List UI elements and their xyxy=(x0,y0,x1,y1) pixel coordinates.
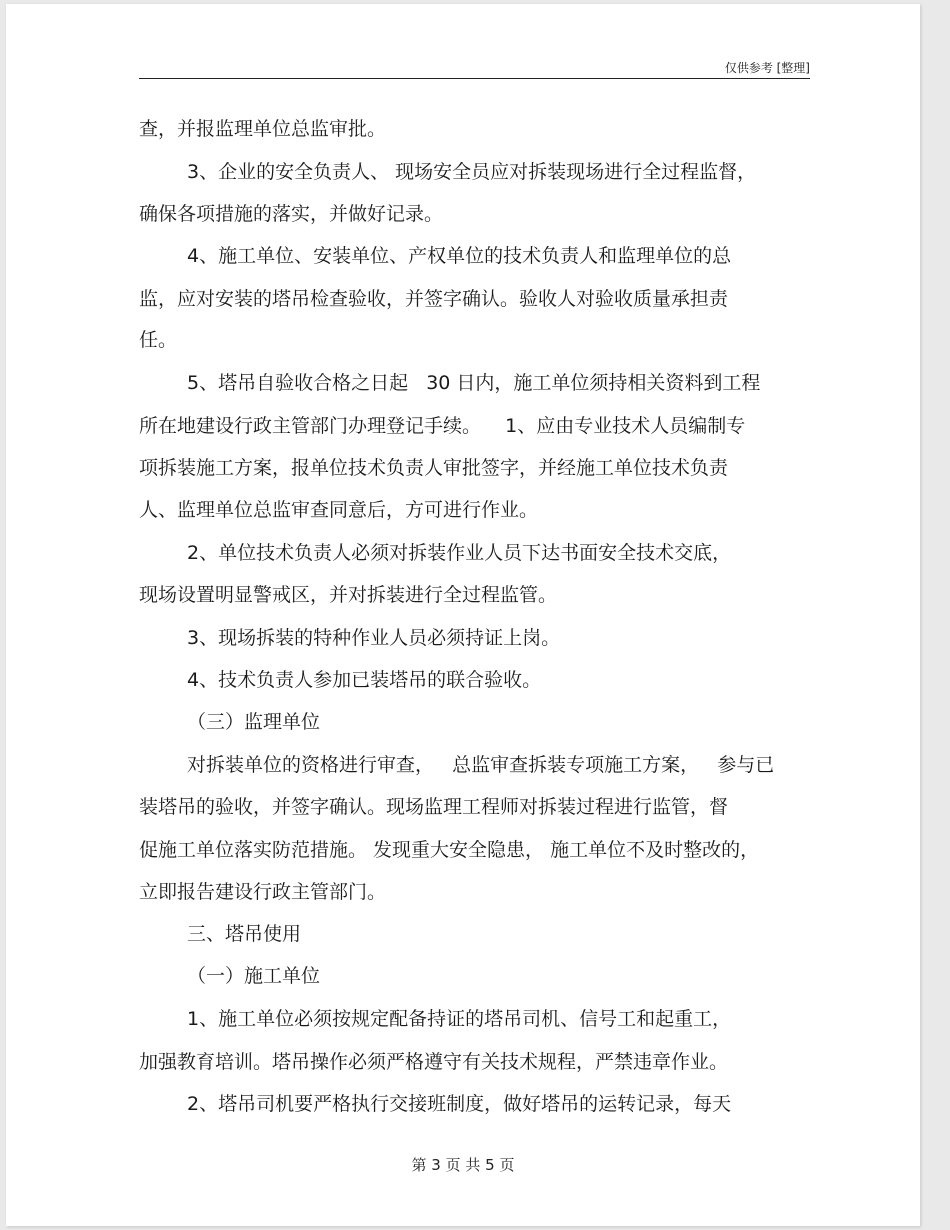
section-heading: 三、塔吊使用 xyxy=(187,923,302,945)
paragraph-line: 对拆装单位的资格进行审查， 总监审查拆装专项施工方案， 参与已 xyxy=(187,754,775,776)
paragraph-line: 加强教育培训。塔吊操作必须严格遵守有关技术规程，严禁违章作业。 xyxy=(139,1051,729,1073)
paragraph-line: 任。 xyxy=(139,329,178,351)
paragraph-line: 立即报告建设行政主管部门。 xyxy=(139,881,387,903)
paragraph-line: 5、塔吊自验收合格之日起 30 日内，施工单位须持相关资料到工程 xyxy=(187,372,761,394)
paragraph-line: 促施工单位落实防范措施。 发现重大安全隐患， 施工单位不及时整改的， xyxy=(139,839,760,861)
paragraph-line: 4、施工单位、安装单位、产权单位的技术负责人和监理单位的总 xyxy=(187,245,732,267)
header-rule xyxy=(139,78,810,79)
paragraph-line: 装塔吊的验收，并签字确认。现场监理工程师对拆装过程进行监管，督 xyxy=(139,796,729,818)
paragraph-line: 所在地建设行政主管部门办理登记手续。 1、应由专业技术人员编制专 xyxy=(139,415,746,437)
paragraph-line: 3、现场拆装的特种作业人员必须持证上岗。 xyxy=(187,627,561,649)
document-page xyxy=(6,4,920,1226)
paragraph-line: 2、单位技术负责人必须对拆装作业人员下达书面安全技术交底， xyxy=(187,542,732,564)
paragraph-line: 项拆装施工方案，报单位技术负责人审批签字，并经施工单位技术负责 xyxy=(139,457,729,479)
paragraph-line: 查，并报监理单位总监审批。 xyxy=(139,118,387,140)
paragraph-line: 人、监理单位总监审查同意后，方可进行作业。 xyxy=(139,499,539,521)
paragraph-line: 监，应对安装的塔吊检查验收，并签字确认。验收人对验收质量承担责 xyxy=(139,288,729,310)
paragraph-line: 2、塔吊司机要严格执行交接班制度，做好塔吊的运转记录，每天 xyxy=(187,1093,732,1115)
paragraph-line: 确保各项措施的落实，并做好记录。 xyxy=(139,203,444,225)
page-footer: 第 3 页 共 5 页 xyxy=(411,1156,515,1174)
paragraph-line: 3、企业的安全负责人、 现场安全员应对拆装现场进行全过程监督， xyxy=(187,161,757,183)
section-heading: （三）监理单位 xyxy=(187,711,321,733)
section-heading: （一）施工单位 xyxy=(187,965,321,987)
page-header: 仅供参考 [整理] xyxy=(724,61,810,75)
paragraph-line: 1、施工单位必须按规定配备持证的塔吊司机、信号工和起重工， xyxy=(187,1008,732,1030)
paragraph-line: 现场设置明显警戒区，并对拆装进行全过程监管。 xyxy=(139,584,558,606)
paragraph-line: 4、技术负责人参加已装塔吊的联合验收。 xyxy=(187,669,542,691)
